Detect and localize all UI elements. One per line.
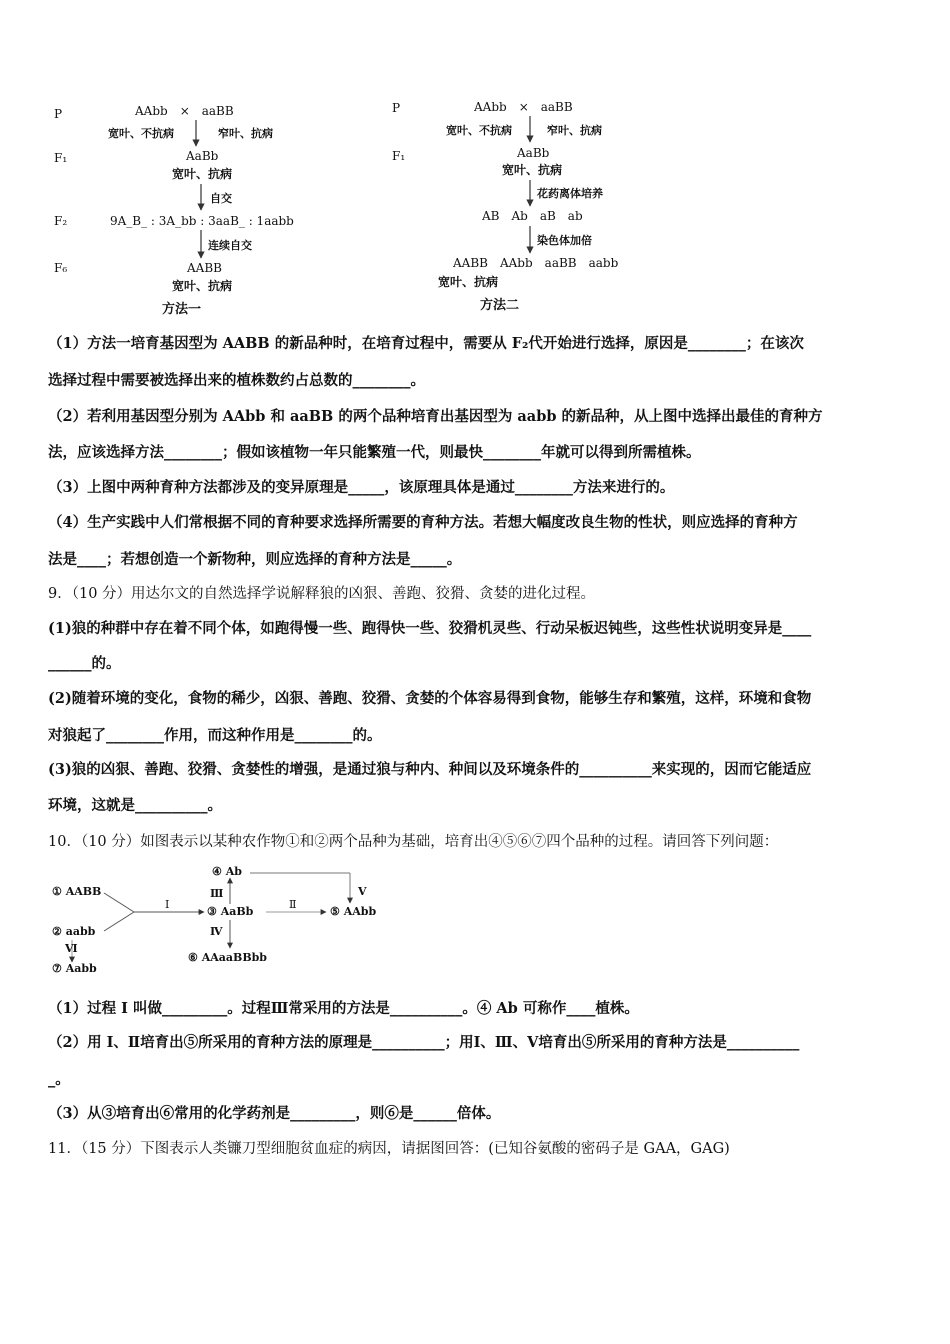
m1-f6: AABB <box>187 261 222 275</box>
m1-f2-ratio: 9A_B_ : 3A_bb : 3aaB_ : 1aabb <box>110 214 294 228</box>
m2-step-chromosome-doubling: 染色体加倍 <box>537 234 592 247</box>
m2-step-anther-culture: 花药离体培养 <box>537 187 603 200</box>
q10-line-4: （3）从③培育出⑥常用的化学药剂是_________，则⑥是______倍体。 <box>48 1105 501 1122</box>
q9-line-2: ______的。 <box>48 655 121 672</box>
m1-title: 方法一 <box>162 302 202 317</box>
m1-f1-trait: 宽叶、抗病 <box>172 167 233 181</box>
label-f1-right: F₁ <box>392 149 406 163</box>
m1-f1: AaBb <box>186 149 219 163</box>
q10-roman-iv: Ⅳ <box>210 925 223 938</box>
q9-line-6: 环境，这就是__________。 <box>48 797 222 814</box>
q10-line-2: （2）用 I、Ⅱ培育出⑤所采用的育种方法的原理是__________；用Ⅰ、Ⅲ、Ⅴ培育出⑤所采用的育种方法是__________ <box>48 1034 800 1051</box>
m2-gametes: AB Ab aB ab <box>482 209 583 223</box>
m1-step-selfing: 自交 <box>210 192 232 205</box>
q10-roman-v: Ⅴ <box>358 885 367 898</box>
m1-f6-trait: 宽叶、抗病 <box>172 279 233 293</box>
q10-node-3: ③ AaBb <box>207 905 254 918</box>
q8-line-2: 选择过程中需要被选择出来的植株数约占总数的________。 <box>48 372 425 389</box>
q10-roman-i: Ⅰ <box>165 898 170 911</box>
m2-title: 方法二 <box>480 298 520 313</box>
q10-roman-vi: Ⅵ <box>65 942 78 955</box>
q10-node-6: ⑥ AAaaBBbb <box>188 951 267 964</box>
m2-f1: AaBb <box>517 146 550 160</box>
q10-node-1: ① AABB <box>52 885 102 898</box>
q10-node-5: ⑤ AAbb <box>330 905 377 918</box>
q9-heading <box>48 587 908 602</box>
m2-parent-left: 宽叶、不抗病 <box>446 124 512 137</box>
q8-line-7: 法是____；若想创造一个新物种，则应选择的育种方法是_____。 <box>48 551 462 568</box>
q8-line-5: （3）上图中两种育种方法都涉及的变异原理是_____，该原理具体是通过________方法来进行的。 <box>48 479 675 496</box>
q10-roman-iii: Ⅲ <box>210 887 224 900</box>
q8-line-1: （1）方法一培育基因型为 AABB 的新品种时，在培育过程中，需要从 F₂代开始进行选择，原因是________；在该次 <box>48 335 804 352</box>
label-p-right: P <box>392 101 401 115</box>
q9-line-5: (3)狼的凶狠、善跑、狡猾、贪婪性的增强，是通过狼与种内、种间以及环境条件的__________来实现的，因而它能适应 <box>48 761 812 778</box>
label-p-left: P <box>54 107 63 121</box>
label-f2: F₂ <box>54 214 68 228</box>
label-f1-left: F₁ <box>54 151 68 165</box>
m2-cross: AAbb × aaBB <box>474 100 573 114</box>
q9-heading-text: 9．（10 分）用达尔文的自然选择学说解释狼的凶狠、善跑、狡猾、贪婪的进化过程。 <box>48 586 596 602</box>
q10-node-2: ② aabb <box>52 925 96 938</box>
q9-line-4: 对狼起了________作用，而这种作用是________的。 <box>48 727 382 744</box>
q10-node-7: ⑦ Aabb <box>52 962 97 975</box>
m2-parent-right: 窄叶、抗病 <box>547 124 602 137</box>
q8-line-4: 法，应该选择方法________；假如该植物一年只能繁殖一代，则最快________年就可以得到所需植株。 <box>48 444 701 461</box>
q11-heading <box>48 1142 908 1157</box>
q9-line-1: (1)狼的种群中存在着不同个体，如跑得慢一些、跑得快一些、狡猾机灵些、行动呆板迟钝些，这些性状说明变异是____ <box>48 620 812 637</box>
q10-heading <box>48 835 908 850</box>
label-f6: F₆ <box>54 261 68 275</box>
q10-heading-text: 10．（10 分）如图表示以某种农作物①和②两个品种为基础，培育出④⑤⑥⑦四个品种的过程。请回答下列问题： <box>48 834 779 850</box>
q10-line-2-junction <box>104 912 134 931</box>
q10-line-1: （1）过程 I 叫做_________。过程Ⅲ常采用的方法是__________。④ Ab 可称作____植株。 <box>48 1000 639 1017</box>
q8-line-3: （2）若利用基因型分别为 AAbb 和 aaBB 的两个品种培育出基因型为 aabb 的新品种，从上图中选择出最佳的育种方 <box>48 408 823 425</box>
q10-node-4: ④ Ab <box>212 865 242 878</box>
m2-result-trait: 宽叶、抗病 <box>438 275 499 289</box>
q10-line-1-junction <box>104 893 134 912</box>
q10-roman-ii: Ⅱ <box>289 898 297 911</box>
m2-result: AABB AAbb aaBB aabb <box>453 256 619 270</box>
q10-line-3: _。 <box>48 1071 70 1088</box>
m1-step-continuous-selfing: 连续自交 <box>208 239 252 252</box>
m1-parent-left: 宽叶、不抗病 <box>108 127 174 140</box>
m1-parent-right: 窄叶、抗病 <box>218 127 273 140</box>
q11-heading-text: 11．（15 分）下图表示人类镰刀型细胞贫血症的病因，请据图回答：(已知谷氨酸的密码子是 GAA，GAG) <box>48 1141 730 1157</box>
m2-f1-trait: 宽叶、抗病 <box>502 163 563 177</box>
q9-line-3: (2)随着环境的变化，食物的稀少，凶狠、善跑、狡猾、贪婪的个体容易得到食物，能够生存和繁殖，这样，环境和食物 <box>48 690 812 707</box>
q8-line-6: （4）生产实践中人们常根据不同的育种要求选择所需要的育种方法。若想大幅度改良生物的性状，则应选择的育种方 <box>48 514 798 531</box>
m1-cross: AAbb × aaBB <box>135 104 234 118</box>
